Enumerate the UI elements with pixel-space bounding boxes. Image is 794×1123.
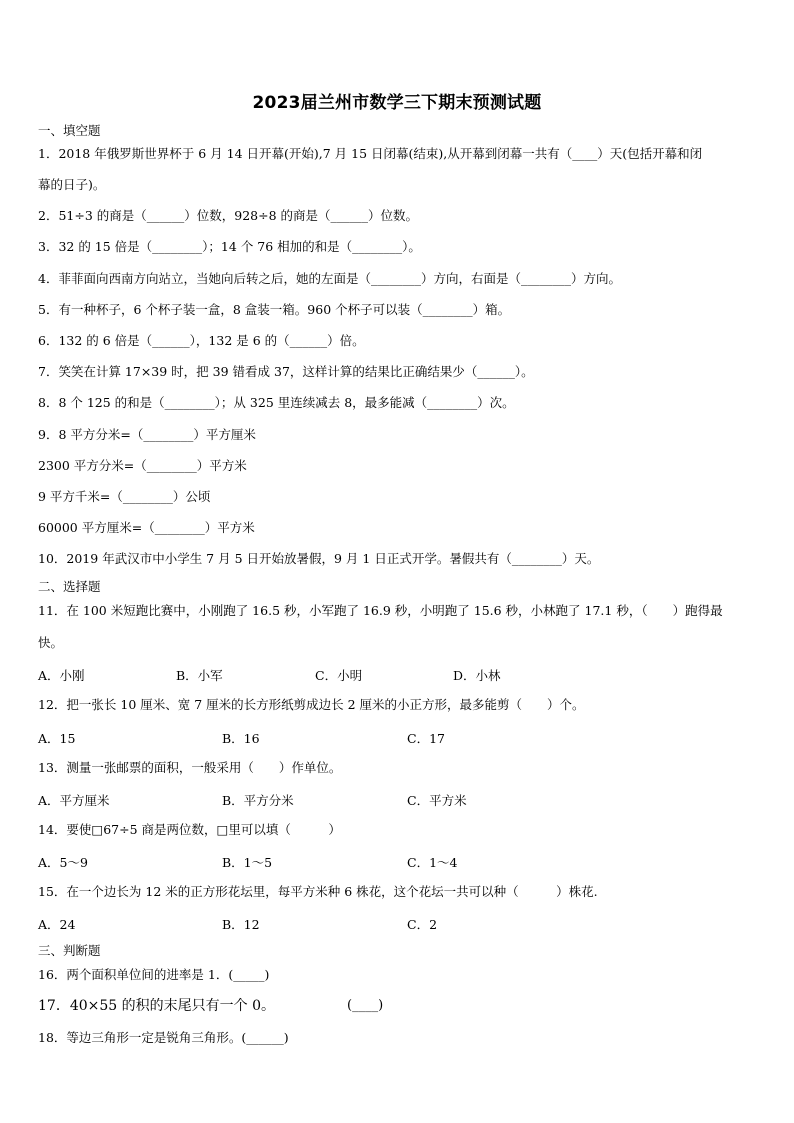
question-11-option-b: B．小军 — [176, 668, 223, 683]
question-14-option-a: A．5～9 — [38, 855, 88, 870]
question-11-option-a: A．小刚 — [38, 668, 85, 683]
question-9c: 9 平方千米=（________）公顷 — [38, 489, 211, 504]
question-11-option-c: C．小明 — [315, 668, 363, 683]
question-11-line-2: 快。 — [38, 635, 64, 650]
question-12-option-b: B．16 — [222, 731, 260, 746]
question-12-option-a: A．15 — [38, 731, 76, 746]
question-15-option-b: B．12 — [222, 917, 260, 932]
section-heading-fill-in: 一、填空题 — [38, 123, 101, 138]
question-9a: 9．8 平方分米=（________）平方厘米 — [38, 427, 256, 442]
question-13-option-c: C．平方米 — [407, 793, 467, 808]
question-4: 4．菲菲面向西南方向站立，当她向后转之后，她的左面是（________）方向，右面是（________）方向。 — [38, 271, 621, 286]
question-13: 13．测量一张邮票的面积，一般采用（ ）作单位。 — [38, 760, 342, 775]
question-3: 3．32 的 15 倍是（________）；14 个 76 相加的和是（________）。 — [38, 239, 421, 254]
question-17: 17．40×55 的积的末尾只有一个 0。 — [38, 998, 275, 1014]
question-15-option-a: A．24 — [38, 917, 76, 932]
section-heading-true-false: 三、判断题 — [38, 943, 101, 958]
question-15: 15．在一个边长为 12 米的正方形花坛里，每平方米种 6 株花，这个花坛一共可以种（ ）株花. — [38, 884, 598, 899]
question-18: 18．等边三角形一定是锐角三角形。(______) — [38, 1030, 289, 1045]
question-2: 2．51÷3 的商是（______）位数，928÷8 的商是（______）位数。 — [38, 208, 419, 223]
question-14-option-c: C．1～4 — [407, 855, 458, 870]
question-9d: 60000 平方厘米=（________）平方米 — [38, 520, 255, 535]
question-12: 12．把一张长 10 厘米、宽 7 厘米的长方形纸剪成边长 2 厘米的小正方形，最多能剪（ ）个。 — [38, 697, 585, 712]
question-14: 14．要使□67÷5 商是两位数，□里可以填（ ） — [38, 822, 341, 837]
question-13-option-a: A．平方厘米 — [38, 793, 110, 808]
question-6: 6．132 的 6 倍是（______），132 是 6 的（______）倍。 — [38, 333, 365, 348]
question-1-line-2: 幕的日子)。 — [38, 177, 106, 192]
question-7: 7．笑笑在计算 17×39 时，把 39 错看成 37，这样计算的结果比正确结果少（______）。 — [38, 364, 534, 379]
question-14-option-b: B．1～5 — [222, 855, 273, 870]
question-13-option-b: B．平方分米 — [222, 793, 294, 808]
question-16: 16．两个面积单位间的进率是 1．(_____) — [38, 967, 270, 982]
question-5: 5．有一种杯子，6 个杯子装一盒，8 盒装一箱。960 个杯子可以装（________）箱。 — [38, 302, 511, 317]
question-11-option-d: D．小林 — [453, 668, 501, 683]
question-8: 8．8 个 125 的和是（________）；从 325 里连续减去 8，最多能减（________）次。 — [38, 395, 515, 410]
question-1-line-1: 1．2018 年俄罗斯世界杯于 6 月 14 日开幕(开始),7 月 15 日闭幕(结束),从开幕到闭幕一共有（____）天(包括开幕和闭 — [38, 146, 703, 161]
question-11-line-1: 11．在 100 米短跑比赛中，小刚跑了 16.5 秒，小军跑了 16.9 秒，小明跑了 15.6 秒，小林跑了 17.1 秒，（ ）跑得最 — [38, 603, 723, 618]
question-9b: 2300 平方分米=（________）平方米 — [38, 458, 247, 473]
question-15-option-c: C．2 — [407, 917, 438, 932]
question-10: 10．2019 年武汉市中小学生 7 月 5 日开始放暑假，9 月 1 日正式开学。暑假共有（________）天。 — [38, 551, 600, 566]
question-12-option-c: C．17 — [407, 731, 445, 746]
question-17-answer-blank: (____) — [347, 998, 384, 1013]
section-heading-multiple-choice: 二、选择题 — [38, 579, 101, 594]
page-title: 2023届兰州市数学三下期末预测试题 — [252, 93, 542, 113]
